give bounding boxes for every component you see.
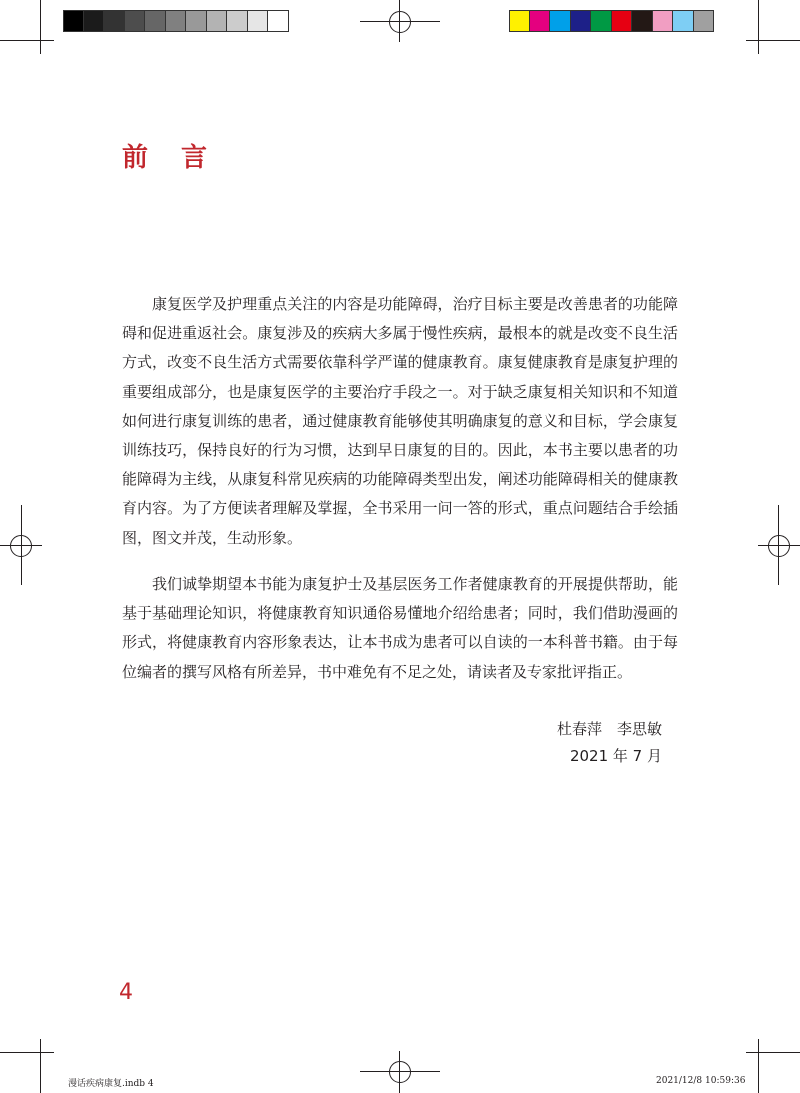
color-swatch xyxy=(550,10,571,32)
color-swatch xyxy=(63,10,84,32)
color-swatch xyxy=(509,10,530,32)
author-names: 杜春萍 李思敏 xyxy=(556,720,662,738)
color-swatch xyxy=(612,10,633,32)
registration-mark-icon xyxy=(10,535,32,557)
color-swatch xyxy=(694,10,715,32)
slug-file-name: 漫话疾病康复.indb 4 xyxy=(68,1079,154,1089)
crop-mark xyxy=(746,1052,800,1053)
color-swatch xyxy=(571,10,592,32)
color-swatch xyxy=(227,10,248,32)
crop-mark xyxy=(758,1039,759,1093)
color-swatch xyxy=(125,10,146,32)
color-swatch xyxy=(207,10,228,32)
color-swatch xyxy=(673,10,694,32)
registration-mark-icon xyxy=(389,11,411,33)
color-swatch xyxy=(591,10,612,32)
registration-mark-icon xyxy=(389,1061,411,1083)
grayscale-color-bar xyxy=(63,10,289,32)
page-title: 前 言 xyxy=(122,143,220,173)
color-swatch xyxy=(248,10,269,32)
color-swatch xyxy=(186,10,207,32)
crop-mark xyxy=(746,40,800,41)
crop-mark xyxy=(40,0,41,54)
process-color-bar xyxy=(509,10,714,32)
page-number: 4 xyxy=(119,980,133,1005)
color-swatch xyxy=(166,10,187,32)
color-swatch xyxy=(268,10,289,32)
color-swatch xyxy=(632,10,653,32)
color-swatch xyxy=(145,10,166,32)
preface-date: 2021 年 7 月 xyxy=(569,747,662,765)
color-swatch xyxy=(653,10,674,32)
registration-mark-icon xyxy=(768,535,790,557)
preface-paragraph-2: 我们诚挚期望本书能为康复护士及基层医务工作者健康教育的开展提供帮助，能基于基础理论知识，将健康教育知识通俗易懂地介绍给患者；同时，我们借助漫画的形式，将健康教育内容形象表达，让本书成为患者可以自读的一本科普书籍。由于每位编者的撰写风格有所差异，书中难免有不足之处，请读者及专家批评指正。 xyxy=(122,575,678,681)
color-swatch xyxy=(530,10,551,32)
crop-mark xyxy=(40,1039,41,1093)
crop-mark xyxy=(0,1052,54,1053)
slug-timestamp: 2021/12/8 10:59:36 xyxy=(656,1076,746,1086)
preface-paragraph-1: 康复医学及护理重点关注的内容是功能障碍，治疗目标主要是改善患者的功能障碍和促进重返社会。康复涉及的疾病大多属于慢性疾病，最根本的就是改变不良生活方式，改变不良生活方式需要依靠科学严谨的健康教育。康复健康教育是康复护理的重要组成部分，也是康复医学的主要治疗手段之一。对于缺乏康复相关知识和不知道如何进行康复训练的患者，通过健康教育能够使其明确康复的意义和目标，学会康复训练技巧，保持良好的行为习惯，达到早日康复的目的。因此，本书主要以患者的功能障碍为主线，从康复科常见疾病的功能障碍类型出发，阐述功能障碍相关的健康教育内容。为了方便读者理解及掌握，全书采用一问一答的形式，重点问题结合手绘插图，图文并茂，生动形象。 xyxy=(122,295,678,547)
color-swatch xyxy=(84,10,105,32)
color-swatch xyxy=(104,10,125,32)
crop-mark xyxy=(0,40,54,41)
crop-mark xyxy=(758,0,759,54)
